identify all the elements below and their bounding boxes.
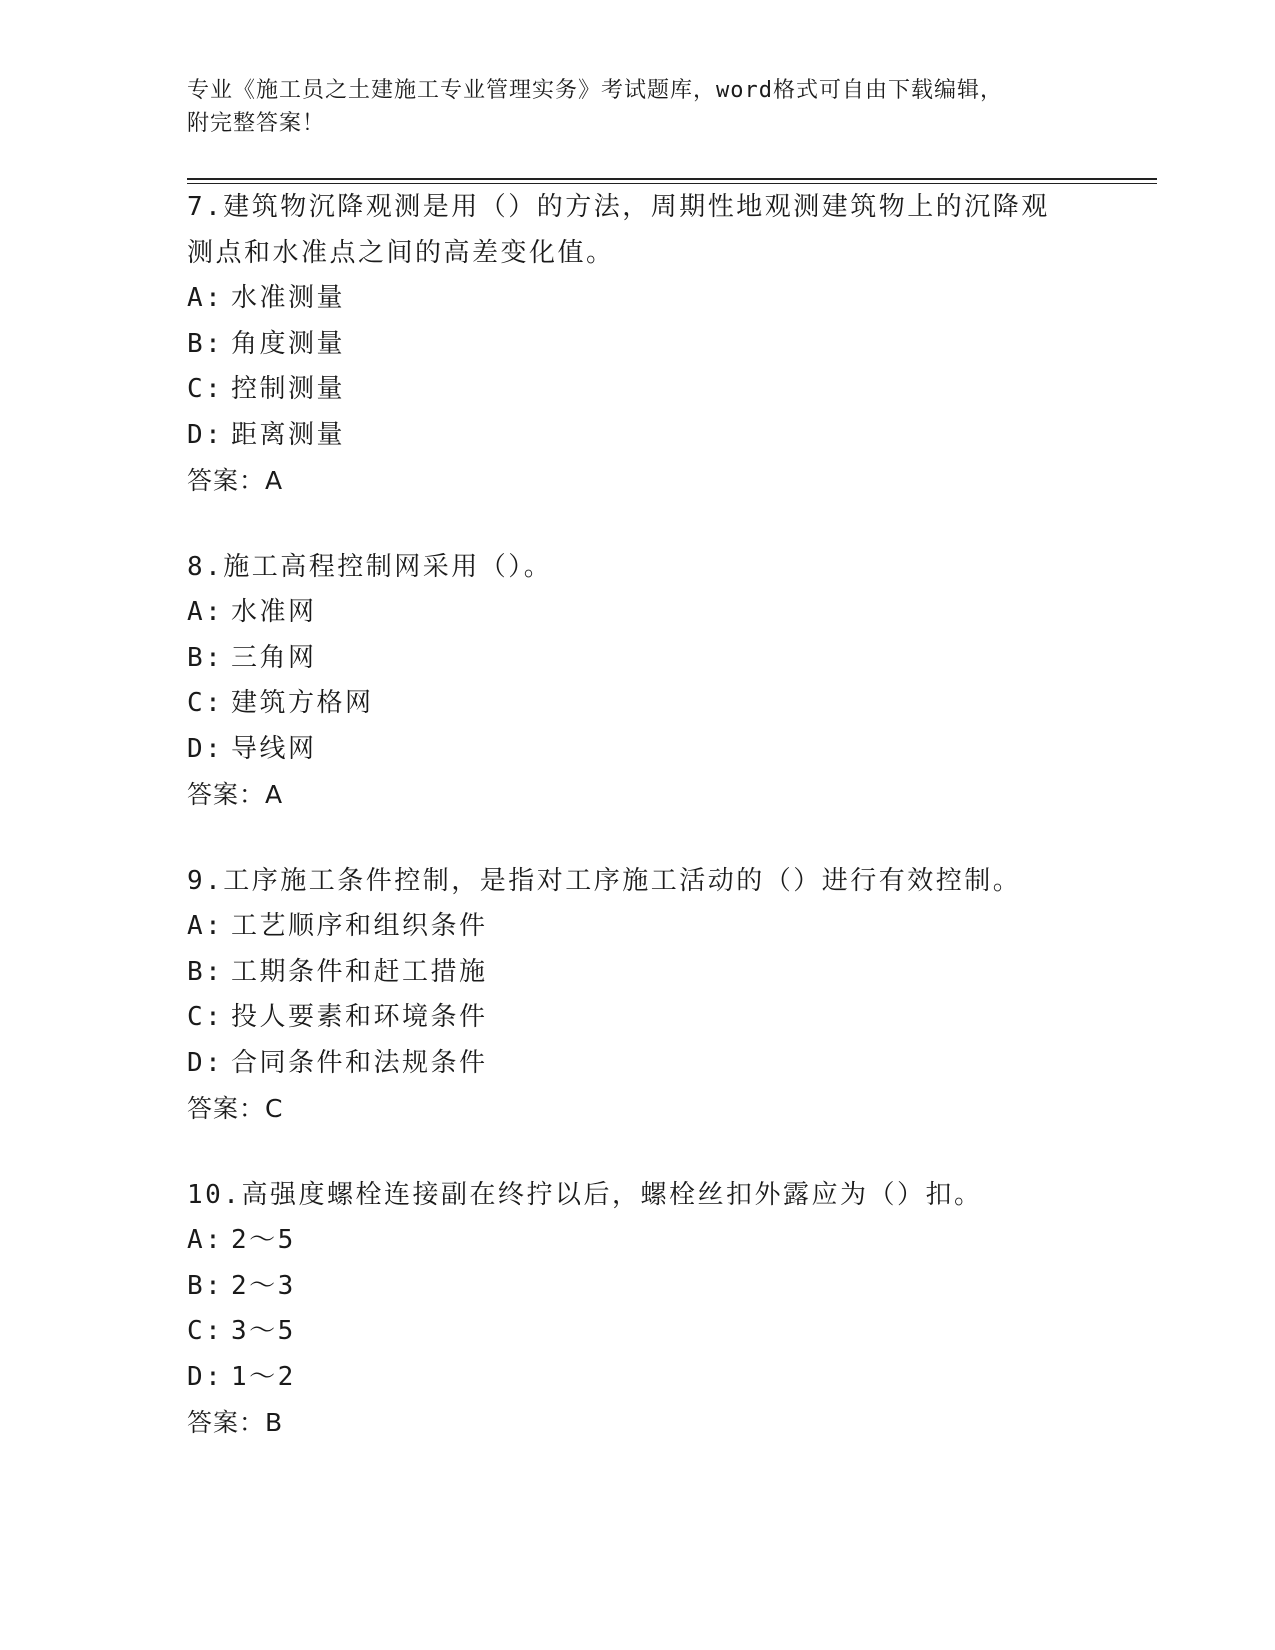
- option-key: B:: [187, 328, 224, 359]
- option-key: C:: [187, 688, 224, 718]
- question-stem-line: 9.工序施工条件控制，是指对工序施工活动的（）进行有效控制。: [187, 866, 1022, 896]
- question-10: [187, 1172, 1087, 1446]
- option-text: 水准测量: [231, 283, 346, 313]
- option-key: B:: [187, 956, 224, 987]
- option-text: 三角网: [231, 642, 317, 673]
- option-key: B:: [187, 642, 224, 673]
- option-text: 1～2: [231, 1361, 296, 1392]
- question-stem-line: 测点和水准点之间的高差变化值。: [187, 238, 615, 268]
- option-text: 建筑方格网: [231, 688, 374, 718]
- option-b: [187, 322, 1087, 368]
- option-text: 角度测量: [231, 328, 346, 359]
- option-key: D:: [187, 733, 224, 764]
- option-text: 控制测量: [231, 374, 346, 404]
- answer-line: 答案：B: [187, 1408, 284, 1437]
- answer-line: 答案：A: [187, 780, 284, 809]
- option-b: [187, 950, 1087, 996]
- option-key: A:: [187, 911, 224, 941]
- header-divider-thick: [187, 178, 1157, 180]
- option-key: D:: [187, 419, 224, 450]
- option-text: 工艺顺序和组织条件: [231, 911, 488, 941]
- question-stem-line: 8.施工高程控制网采用（）。: [187, 552, 553, 582]
- question-stem: [187, 858, 1067, 904]
- option-a: [187, 1218, 1087, 1264]
- option-b: [187, 636, 1087, 682]
- question-stem: [187, 544, 1067, 590]
- option-c: [187, 1309, 1087, 1355]
- question-7: [187, 184, 1087, 504]
- option-key: A:: [187, 597, 224, 627]
- question-stem-line: 7.建筑物沉降观测是用（）的方法，周期性地观测建筑物上的沉降观: [187, 192, 1050, 222]
- option-key: C:: [187, 1002, 224, 1032]
- answer-line: 答案：C: [187, 1094, 284, 1123]
- option-c: [187, 995, 1087, 1041]
- option-key: B:: [187, 1270, 224, 1301]
- option-a: [187, 590, 1087, 636]
- option-a: [187, 904, 1087, 950]
- option-text: 投人要素和环境条件: [231, 1002, 488, 1032]
- option-text: 2～5: [231, 1225, 296, 1255]
- option-key: C:: [187, 374, 224, 404]
- option-d: [187, 727, 1087, 773]
- option-d: [187, 413, 1087, 459]
- option-text: 水准网: [231, 597, 317, 627]
- option-text: 2～3: [231, 1270, 296, 1301]
- answer-line: 答案：A: [187, 466, 284, 495]
- option-text: 工期条件和赶工措施: [231, 956, 488, 987]
- header-line-1: 专业《施工员之土建施工专业管理实务》考试题库，word格式可自由下载编辑，: [187, 78, 1003, 103]
- option-c: [187, 681, 1087, 727]
- option-key: D:: [187, 1361, 224, 1392]
- document-header: [187, 74, 1067, 140]
- header-line-2: 附完整答案！: [187, 111, 326, 136]
- option-d: [187, 1355, 1087, 1401]
- option-d: [187, 1041, 1087, 1087]
- question-9: [187, 858, 1087, 1132]
- option-key: A:: [187, 1225, 224, 1255]
- option-text: 距离测量: [231, 419, 346, 450]
- question-stem: [187, 184, 1067, 276]
- question-stem-line: 10.高强度螺栓连接副在终拧以后，螺栓丝扣外露应为（）扣。: [187, 1180, 983, 1210]
- option-text: 3～5: [231, 1316, 296, 1346]
- option-text: 合同条件和法规条件: [231, 1047, 488, 1078]
- question-stem: [187, 1172, 1067, 1218]
- question-8: [187, 544, 1087, 818]
- option-key: D:: [187, 1047, 224, 1078]
- option-b: [187, 1264, 1087, 1310]
- option-text: 导线网: [231, 733, 317, 764]
- option-key: A:: [187, 283, 224, 313]
- option-c: [187, 367, 1087, 413]
- option-a: [187, 276, 1087, 322]
- option-key: C:: [187, 1316, 224, 1346]
